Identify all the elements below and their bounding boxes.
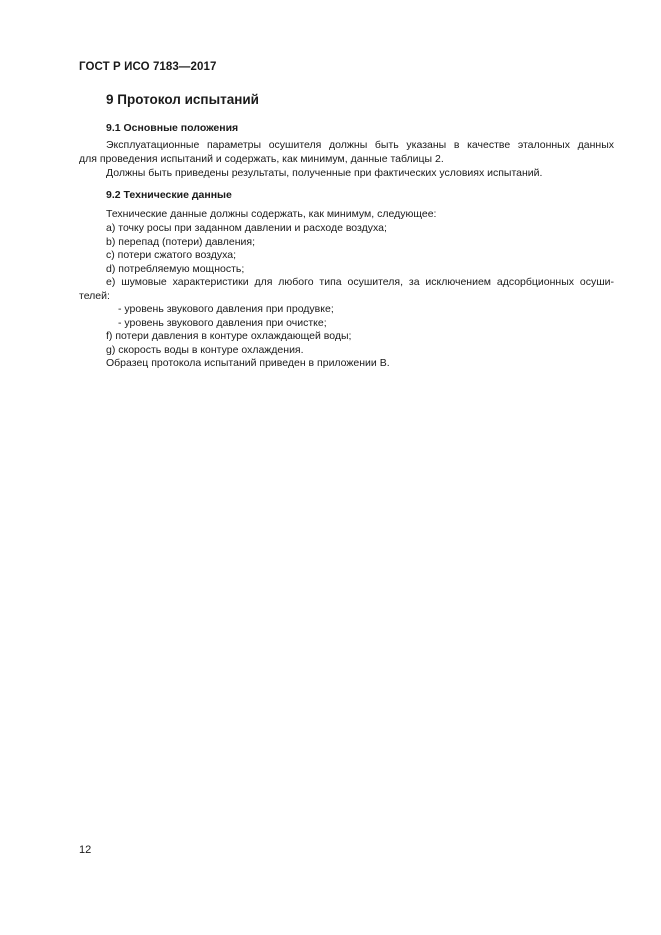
sub-item-cleaning: - уровень звукового давления при очистке; (118, 317, 327, 329)
closing-sentence: Образец протокола испытаний приведен в приложении В. (106, 357, 390, 369)
list-item-a: a) точку росы при заданном давлении и расходе воздуха; (106, 222, 387, 234)
subsection-title-9-1: 9.1 Основные положения (106, 122, 239, 134)
sub-item-purge: - уровень звукового давления при продувке; (118, 303, 334, 315)
paragraph-9-1-results: Должны быть приведены результаты, полученные при фактических условиях испытаний. (106, 167, 543, 179)
list-item-f: f) потери давления в контуре охлаждающей воды; (106, 330, 352, 342)
page-header: ГОСТ Р ИСО 7183—2017 (79, 61, 217, 73)
list-item-e-line-2: телей: (79, 290, 110, 302)
paragraph-9-1-line-2: для проведения испытаний и содержать, как минимум, данные таблицы 2. (79, 153, 444, 165)
list-item-b: b) перепад (потери) давления; (106, 236, 256, 248)
section-title: 9 Протокол испытаний (106, 92, 259, 107)
subsection-title-9-2: 9.2 Технические данные (106, 189, 232, 201)
list-item-c: c) потери сжатого воздуха; (106, 249, 237, 261)
list-item-e-line-1: e) шумовые характеристики для любого типа осушителя, за исключением адсорбционных осуши- (106, 276, 614, 288)
paragraph-9-1-line-1: Эксплуатационные параметры осушителя должны быть указаны в качестве эталонных данных (106, 139, 614, 151)
page-number: 12 (79, 844, 92, 856)
tech-data-intro: Технические данные должны содержать, как минимум, следующее: (106, 208, 437, 220)
list-item-d: d) потребляемую мощность; (106, 263, 245, 275)
list-item-g: g) скорость воды в контуре охлаждения. (106, 344, 304, 356)
